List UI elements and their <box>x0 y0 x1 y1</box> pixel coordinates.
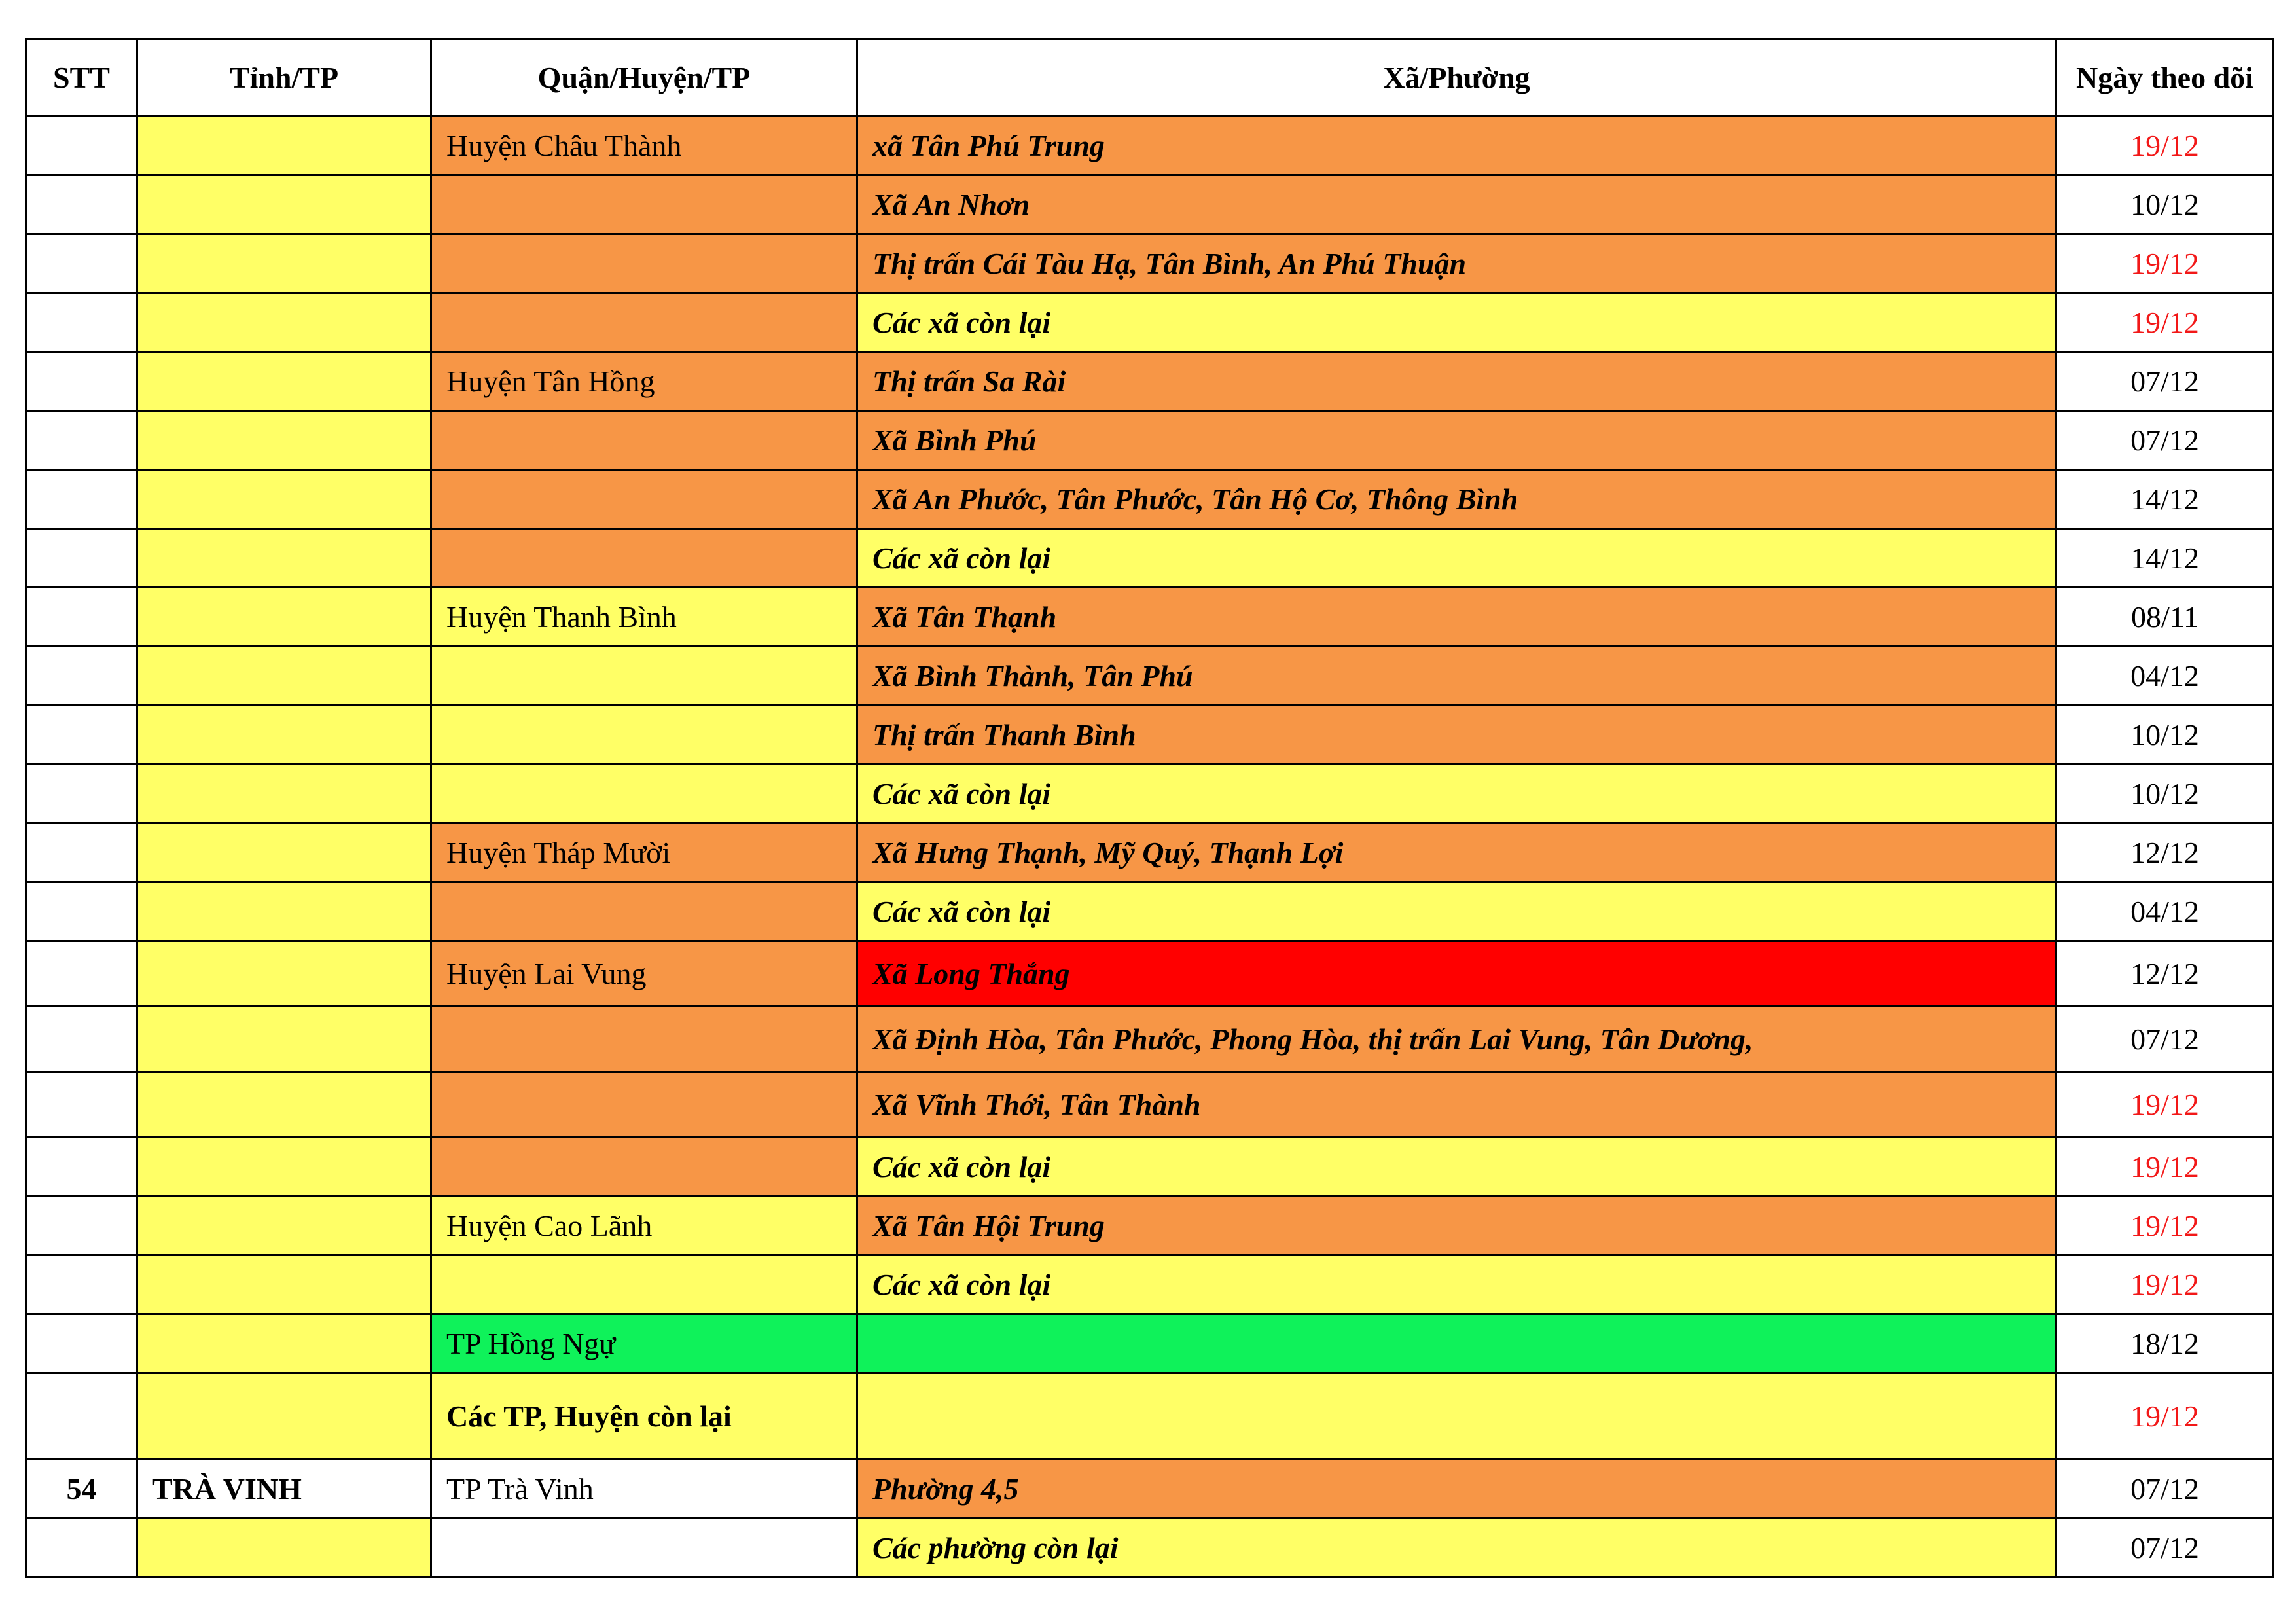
date-cell: 19/12 <box>2056 1197 2274 1255</box>
province-cell <box>137 175 431 234</box>
province-cell <box>137 1007 431 1072</box>
date-cell: 07/12 <box>2056 352 2274 411</box>
district-cell: Các TP, Huyện còn lại <box>431 1373 857 1460</box>
header-row <box>26 39 2274 117</box>
ward-cell: Thị trấn Thanh Bình <box>857 706 2056 765</box>
district-cell <box>431 765 857 823</box>
date-cell: 10/12 <box>2056 175 2274 234</box>
ward-cell: Các xã còn lại <box>857 1138 2056 1197</box>
district-cell <box>431 293 857 352</box>
province-cell <box>137 117 431 175</box>
ward-cell: Xã An Phước, Tân Phước, Tân Hộ Cơ, Thông Bình <box>857 470 2056 529</box>
province-cell <box>137 1072 431 1138</box>
district-cell: Huyện Tân Hồng <box>431 352 857 411</box>
table-row <box>26 1519 2274 1578</box>
date-cell: 07/12 <box>2056 1519 2274 1578</box>
ward-cell: Xã Vĩnh Thới, Tân Thành <box>857 1072 2056 1138</box>
stt-cell <box>26 293 137 352</box>
ward-cell: Các phường còn lại <box>857 1519 2056 1578</box>
stt-cell <box>26 1138 137 1197</box>
province-cell <box>137 293 431 352</box>
district-cell: TP Hồng Ngự <box>431 1314 857 1373</box>
date-cell: 19/12 <box>2056 117 2274 175</box>
date-cell: 19/12 <box>2056 1255 2274 1314</box>
district-cell: Huyện Tháp Mười <box>431 823 857 882</box>
date-cell: 10/12 <box>2056 706 2274 765</box>
ward-cell: Các xã còn lại <box>857 882 2056 941</box>
table-row <box>26 882 2274 941</box>
ward-cell: Xã Bình Thành, Tân Phú <box>857 647 2056 706</box>
table-row <box>26 706 2274 765</box>
province-cell <box>137 1314 431 1373</box>
stt-cell <box>26 941 137 1007</box>
province-cell <box>137 941 431 1007</box>
district-cell <box>431 411 857 470</box>
province-cell <box>137 765 431 823</box>
ward-cell: Các xã còn lại <box>857 529 2056 588</box>
province-cell <box>137 1138 431 1197</box>
province-cell <box>137 411 431 470</box>
date-cell: 19/12 <box>2056 293 2274 352</box>
ward-cell: Phường 4,5 <box>857 1460 2056 1519</box>
stt-cell <box>26 1255 137 1314</box>
stt-cell <box>26 1373 137 1460</box>
ward-cell: Thị trấn Cái Tàu Hạ, Tân Bình, An Phú Thuận <box>857 234 2056 293</box>
stt-cell <box>26 882 137 941</box>
table-row <box>26 647 2274 706</box>
ward-cell: Xã Hưng Thạnh, Mỹ Quý, Thạnh Lợi <box>857 823 2056 882</box>
stt-cell <box>26 706 137 765</box>
district-cell <box>431 647 857 706</box>
date-cell: 12/12 <box>2056 823 2274 882</box>
stt-cell <box>26 588 137 647</box>
province-cell <box>137 470 431 529</box>
province-cell <box>137 1373 431 1460</box>
ward-cell: Xã Tân Hội Trung <box>857 1197 2056 1255</box>
date-cell: 07/12 <box>2056 1460 2274 1519</box>
province-cell <box>137 647 431 706</box>
stt-cell: 54 <box>26 1460 137 1519</box>
ward-cell: Thị trấn Sa Rài <box>857 352 2056 411</box>
district-cell <box>431 470 857 529</box>
stt-cell <box>26 117 137 175</box>
table-row <box>26 1072 2274 1138</box>
header-province: Tỉnh/TP <box>137 39 431 117</box>
stt-cell <box>26 352 137 411</box>
table-row <box>26 823 2274 882</box>
stt-cell <box>26 234 137 293</box>
district-cell <box>431 1138 857 1197</box>
table-row <box>26 941 2274 1007</box>
province-cell <box>137 823 431 882</box>
date-cell: 08/11 <box>2056 588 2274 647</box>
province-cell <box>137 234 431 293</box>
province-cell <box>137 529 431 588</box>
table-row <box>26 352 2274 411</box>
date-cell: 14/12 <box>2056 470 2274 529</box>
date-cell: 19/12 <box>2056 1373 2274 1460</box>
table-row <box>26 1138 2274 1197</box>
date-cell: 07/12 <box>2056 1007 2274 1072</box>
stt-cell <box>26 1072 137 1138</box>
date-cell: 12/12 <box>2056 941 2274 1007</box>
district-cell <box>431 175 857 234</box>
stt-cell <box>26 175 137 234</box>
table-row <box>26 1373 2274 1460</box>
district-cell <box>431 529 857 588</box>
table-row <box>26 1007 2274 1072</box>
table-row <box>26 1197 2274 1255</box>
table-row <box>26 529 2274 588</box>
stt-cell <box>26 765 137 823</box>
district-cell <box>431 1007 857 1072</box>
province-cell <box>137 1519 431 1578</box>
district-cell: TP Trà Vinh <box>431 1460 857 1519</box>
header-ward: Xã/Phường <box>857 39 2056 117</box>
date-cell: 07/12 <box>2056 411 2274 470</box>
header-district: Quận/Huyện/TP <box>431 39 857 117</box>
district-cell <box>431 706 857 765</box>
stt-cell <box>26 1314 137 1373</box>
ward-cell <box>857 1373 2056 1460</box>
date-cell: 19/12 <box>2056 1138 2274 1197</box>
date-cell: 04/12 <box>2056 647 2274 706</box>
ward-cell: Xã Định Hòa, Tân Phước, Phong Hòa, thị trấn Lai Vung, Tân Dương, <box>857 1007 2056 1072</box>
ward-cell: Các xã còn lại <box>857 293 2056 352</box>
ward-cell: Xã Long Thắng <box>857 941 2056 1007</box>
district-cell <box>431 882 857 941</box>
ward-cell: Xã Bình Phú <box>857 411 2056 470</box>
table-row <box>26 1255 2274 1314</box>
district-cell: Huyện Lai Vung <box>431 941 857 1007</box>
province-cell <box>137 706 431 765</box>
stt-cell <box>26 823 137 882</box>
date-cell: 18/12 <box>2056 1314 2274 1373</box>
header-date: Ngày theo dõi <box>2056 39 2274 117</box>
ward-cell: xã Tân Phú Trung <box>857 117 2056 175</box>
ward-cell: Các xã còn lại <box>857 765 2056 823</box>
ward-cell <box>857 1314 2056 1373</box>
ward-cell: Xã An Nhơn <box>857 175 2056 234</box>
district-cell: Huyện Thanh Bình <box>431 588 857 647</box>
district-cell: Huyện Cao Lãnh <box>431 1197 857 1255</box>
date-cell: 19/12 <box>2056 1072 2274 1138</box>
province-cell <box>137 352 431 411</box>
table-row <box>26 293 2274 352</box>
stt-cell <box>26 647 137 706</box>
district-cell <box>431 234 857 293</box>
stt-cell <box>26 1197 137 1255</box>
ward-cell: Xã Tân Thạnh <box>857 588 2056 647</box>
province-cell <box>137 588 431 647</box>
stt-cell <box>26 529 137 588</box>
table-row <box>26 588 2274 647</box>
table-row <box>26 765 2274 823</box>
district-cell <box>431 1072 857 1138</box>
table-row <box>26 411 2274 470</box>
table-row <box>26 1460 2274 1519</box>
date-cell: 10/12 <box>2056 765 2274 823</box>
stt-cell <box>26 411 137 470</box>
date-cell: 04/12 <box>2056 882 2274 941</box>
district-cell <box>431 1255 857 1314</box>
district-cell <box>431 1519 857 1578</box>
province-cell <box>137 882 431 941</box>
province-cell: TRÀ VINH <box>137 1460 431 1519</box>
date-cell: 19/12 <box>2056 234 2274 293</box>
table-row <box>26 117 2274 175</box>
province-cell <box>137 1197 431 1255</box>
table-row <box>26 470 2274 529</box>
table-row <box>26 234 2274 293</box>
header-stt: STT <box>26 39 137 117</box>
table-body <box>26 117 2274 1578</box>
stt-cell <box>26 1519 137 1578</box>
table-row <box>26 175 2274 234</box>
province-cell <box>137 1255 431 1314</box>
stt-cell <box>26 1007 137 1072</box>
table-row <box>26 1314 2274 1373</box>
stt-cell <box>26 470 137 529</box>
zone-tracking-table <box>25 38 2274 1578</box>
ward-cell: Các xã còn lại <box>857 1255 2056 1314</box>
date-cell: 14/12 <box>2056 529 2274 588</box>
district-cell: Huyện Châu Thành <box>431 117 857 175</box>
